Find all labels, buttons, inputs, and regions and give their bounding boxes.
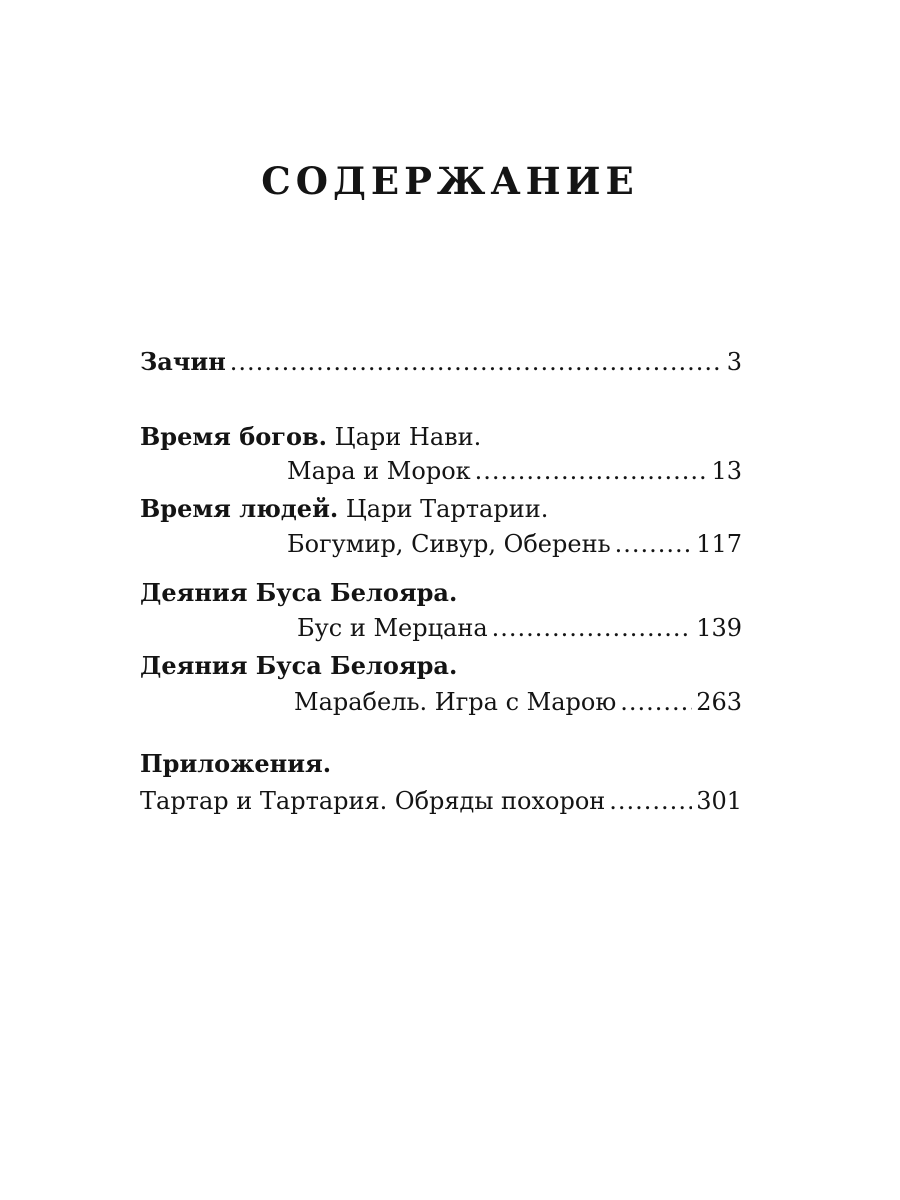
toc-leader-dots — [230, 346, 723, 378]
toc-heading-rest: Цари Тартарии. — [345, 495, 549, 523]
toc-entry-marabel — [294, 686, 742, 718]
toc-heading-vremya-lyudey — [140, 493, 548, 525]
toc-leader-dots — [609, 785, 692, 817]
toc-leader-dots — [492, 612, 693, 644]
toc-heading-bold: Время людей. — [140, 494, 339, 523]
toc-entry-title: Зачин — [140, 347, 226, 376]
toc-heading-bold: Деяния Буса Белояра. — [140, 651, 458, 680]
toc-entry-title: Бус и Мерцана — [297, 614, 488, 642]
toc-entry-title: Тартар и Тартария. Обряды похорон — [140, 787, 606, 815]
toc-entry-zachin — [140, 346, 742, 378]
toc-page-number: 13 — [711, 457, 742, 485]
toc-heading-deyaniya-1 — [140, 577, 457, 609]
toc-heading-bold: Деяния Буса Белояра. — [140, 578, 458, 607]
toc-heading-bold: Время богов. — [140, 422, 328, 451]
toc-heading-bold: Приложения. — [140, 749, 332, 778]
toc-leader-dots — [475, 455, 708, 487]
toc-entry-title: Мара и Морок — [287, 457, 471, 485]
toc-page-number: 263 — [696, 688, 742, 716]
toc-heading-deyaniya-2 — [140, 650, 457, 682]
toc-entry-bus-i-mertsana — [297, 612, 742, 644]
toc-page-number: 301 — [696, 787, 742, 815]
page-title: СОДЕРЖАНИЕ — [261, 159, 639, 203]
toc-heading-prilozheniya — [140, 748, 331, 780]
toc-entry-mara-i-morok — [287, 455, 742, 487]
toc-entry-tartar — [140, 785, 742, 817]
toc-leader-dots — [620, 686, 692, 718]
toc-page-number: 139 — [696, 614, 742, 642]
toc-entry-title: Марабель. Игра с Марою — [294, 688, 617, 716]
toc-heading-rest: Цари Нави. — [334, 423, 482, 451]
toc-entry-bogumir — [287, 528, 742, 560]
toc-page-number: 3 — [726, 348, 742, 376]
toc-entry-title: Богумир, Сивур, Оберень — [287, 530, 611, 558]
toc-heading-vremya-bogov — [140, 421, 481, 453]
toc-page-number: 117 — [696, 530, 742, 558]
toc-leader-dots — [615, 528, 693, 560]
